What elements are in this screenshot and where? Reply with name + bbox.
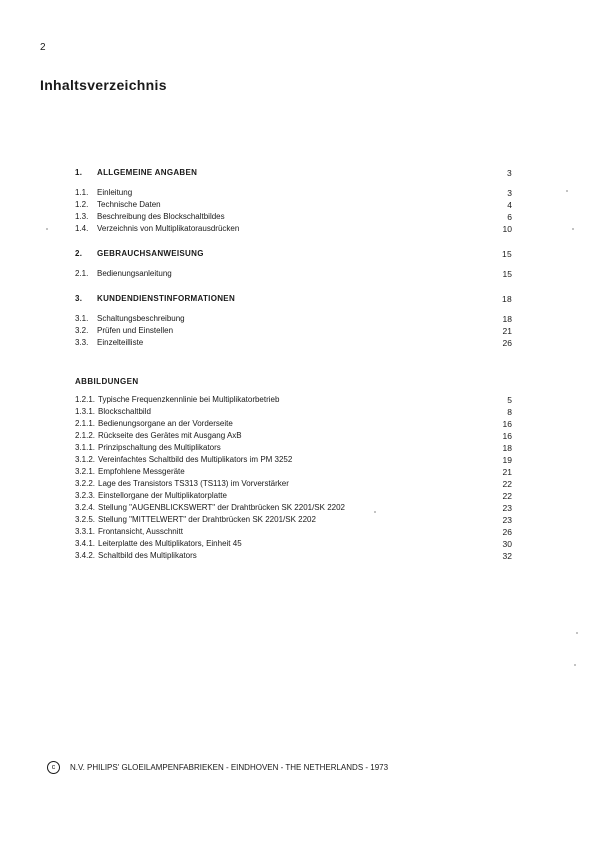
toc-entry — [75, 199, 512, 211]
scan-speck — [566, 190, 568, 192]
figure-number: 3.2.5. — [75, 515, 96, 524]
entry-label: Technische Daten — [97, 200, 161, 209]
toc-entry — [75, 313, 512, 325]
toc-entry — [75, 337, 512, 349]
section-label: KUNDENDIENSTINFORMATIONEN — [97, 294, 236, 303]
entry-number: 1.1. — [75, 188, 89, 197]
entry-page: 18 — [502, 314, 512, 324]
figure-number: 3.4.1. — [75, 539, 96, 548]
entry-label: Einleitung — [97, 188, 133, 197]
copyright-icon: c — [47, 761, 60, 774]
figure-page: 21 — [502, 467, 512, 477]
entry-page: 4 — [507, 200, 512, 210]
figure-label: Lage des Transistors TS313 (TS113) im Vorverstärker — [98, 479, 289, 488]
figure-number: 3.2.2. — [75, 479, 96, 488]
figure-entry — [75, 418, 512, 430]
page-title: Inhaltsverzeichnis — [40, 77, 167, 93]
entry-number: 3.2. — [75, 326, 89, 335]
toc-entry — [75, 325, 512, 337]
figure-page: 18 — [502, 443, 512, 453]
figure-number: 2.1.1. — [75, 419, 96, 428]
figure-page: 26 — [502, 527, 512, 537]
figure-entry — [75, 502, 512, 514]
figure-number: 3.4.2. — [75, 551, 96, 560]
figure-number: 1.2.1. — [75, 395, 96, 404]
figure-label: Blockschaltbild — [98, 407, 151, 416]
figure-number: 3.1.1. — [75, 443, 96, 452]
figure-number: 3.2.1. — [75, 467, 96, 476]
section-number: 3. — [75, 294, 83, 303]
entry-number: 3.1. — [75, 314, 89, 323]
toc-entry — [75, 268, 512, 280]
figure-page: 23 — [502, 515, 512, 525]
toc-entry — [75, 223, 512, 235]
entry-label: Beschreibung des Blockschaltbildes — [97, 212, 225, 221]
figure-label: Bedienungsorgane an der Vorderseite — [98, 419, 233, 428]
scan-speck — [374, 511, 376, 513]
figure-number: 1.3.1. — [75, 407, 96, 416]
figure-number: 3.3.1. — [75, 527, 96, 536]
scan-speck — [572, 228, 574, 230]
section-number: 2. — [75, 249, 83, 258]
toc-entry — [75, 211, 512, 223]
figure-entry — [75, 394, 512, 406]
scan-speck — [576, 632, 578, 634]
entry-page: 26 — [502, 338, 512, 348]
figure-number: 3.2.3. — [75, 491, 96, 500]
entry-page: 21 — [502, 326, 512, 336]
figure-label: Empfohlene Messgeräte — [98, 467, 185, 476]
copyright-footer — [47, 761, 388, 774]
figure-label: Vereinfachtes Schaltbild des Multiplikators im PM 3252 — [98, 455, 293, 464]
figure-label: Typische Frequenzkennlinie bei Multiplikatorbetrieb — [98, 395, 280, 404]
section-label: GEBRAUCHSANWEISUNG — [97, 249, 204, 258]
entry-page: 15 — [502, 269, 512, 279]
figure-entry — [75, 514, 512, 526]
scan-speck — [574, 664, 576, 666]
page-number: 2 — [40, 42, 46, 53]
section-heading — [75, 293, 512, 305]
figure-page: 5 — [507, 395, 512, 405]
toc-entry — [75, 187, 512, 199]
entry-page: 3 — [507, 188, 512, 198]
figure-label: Rückseite des Gerätes mit Ausgang AxB — [98, 431, 242, 440]
entry-label: Bedienungsanleitung — [97, 269, 172, 278]
section-page: 3 — [506, 168, 512, 178]
figure-page: 22 — [502, 479, 512, 489]
figure-page: 19 — [502, 455, 512, 465]
scan-speck — [46, 228, 48, 230]
entry-label: Einzelteilliste — [97, 338, 144, 347]
figure-number: 3.1.2. — [75, 455, 96, 464]
figure-label: Stellung "MITTELWERT" der Drahtbrücken SK 2201/SK 2202 — [98, 515, 316, 524]
figure-number: 3.2.4. — [75, 503, 96, 512]
copyright-text: N.V. PHILIPS' GLOEILAMPENFABRIEKEN - EINDHOVEN - THE NETHERLANDS - 1973 — [70, 763, 389, 772]
figure-label: Frontansicht, Ausschnitt — [98, 527, 183, 536]
entry-number: 1.3. — [75, 212, 89, 221]
figure-number: 2.1.2. — [75, 431, 96, 440]
entry-number: 2.1. — [75, 269, 89, 278]
figure-page: 22 — [502, 491, 512, 501]
entry-label: Schaltungsbeschreibung — [97, 314, 185, 323]
entry-page: 6 — [507, 212, 512, 222]
figure-entry — [75, 538, 512, 550]
figure-label: Einstellorgane der Multiplikatorplatte — [98, 491, 227, 500]
entry-number: 1.4. — [75, 224, 89, 233]
figure-label: Stellung "AUGENBLICKSWERT" der Drahtbrücken SK 2201/SK 2202 — [98, 503, 345, 512]
entry-label: Verzeichnis von Multiplikatorausdrücken — [97, 224, 240, 233]
entry-page: 10 — [502, 224, 512, 234]
figure-entry — [75, 430, 512, 442]
figure-page: 8 — [507, 407, 512, 417]
section-page: 15 — [501, 249, 512, 259]
figure-label: Leiterplatte des Multiplikators, Einheit 45 — [98, 539, 242, 548]
figure-entry — [75, 550, 512, 562]
figure-label: Schaltbild des Multiplikators — [98, 551, 197, 560]
figure-entry — [75, 478, 512, 490]
entry-number: 3.3. — [75, 338, 89, 347]
figure-entry — [75, 442, 512, 454]
figure-entry — [75, 406, 512, 418]
figure-entry — [75, 490, 512, 502]
figure-entry — [75, 466, 512, 478]
figure-label: Prinzipschaltung des Multiplikators — [98, 443, 221, 452]
section-number: 1. — [75, 168, 83, 177]
table-of-contents — [75, 167, 512, 562]
entry-label: Prüfen und Einstellen — [97, 326, 174, 335]
figure-page: 16 — [502, 419, 512, 429]
figure-entry — [75, 526, 512, 538]
figure-page: 23 — [502, 503, 512, 513]
figure-entry — [75, 454, 512, 466]
section-label: ALLGEMEINE ANGABEN — [97, 168, 198, 177]
figure-page: 30 — [502, 539, 512, 549]
figure-page: 16 — [502, 431, 512, 441]
section-page: 18 — [501, 294, 512, 304]
section-heading — [75, 167, 512, 179]
entry-number: 1.2. — [75, 200, 89, 209]
figures-heading: ABBILDUNGEN — [75, 377, 139, 386]
figure-page: 32 — [502, 551, 512, 561]
section-heading — [75, 248, 512, 260]
